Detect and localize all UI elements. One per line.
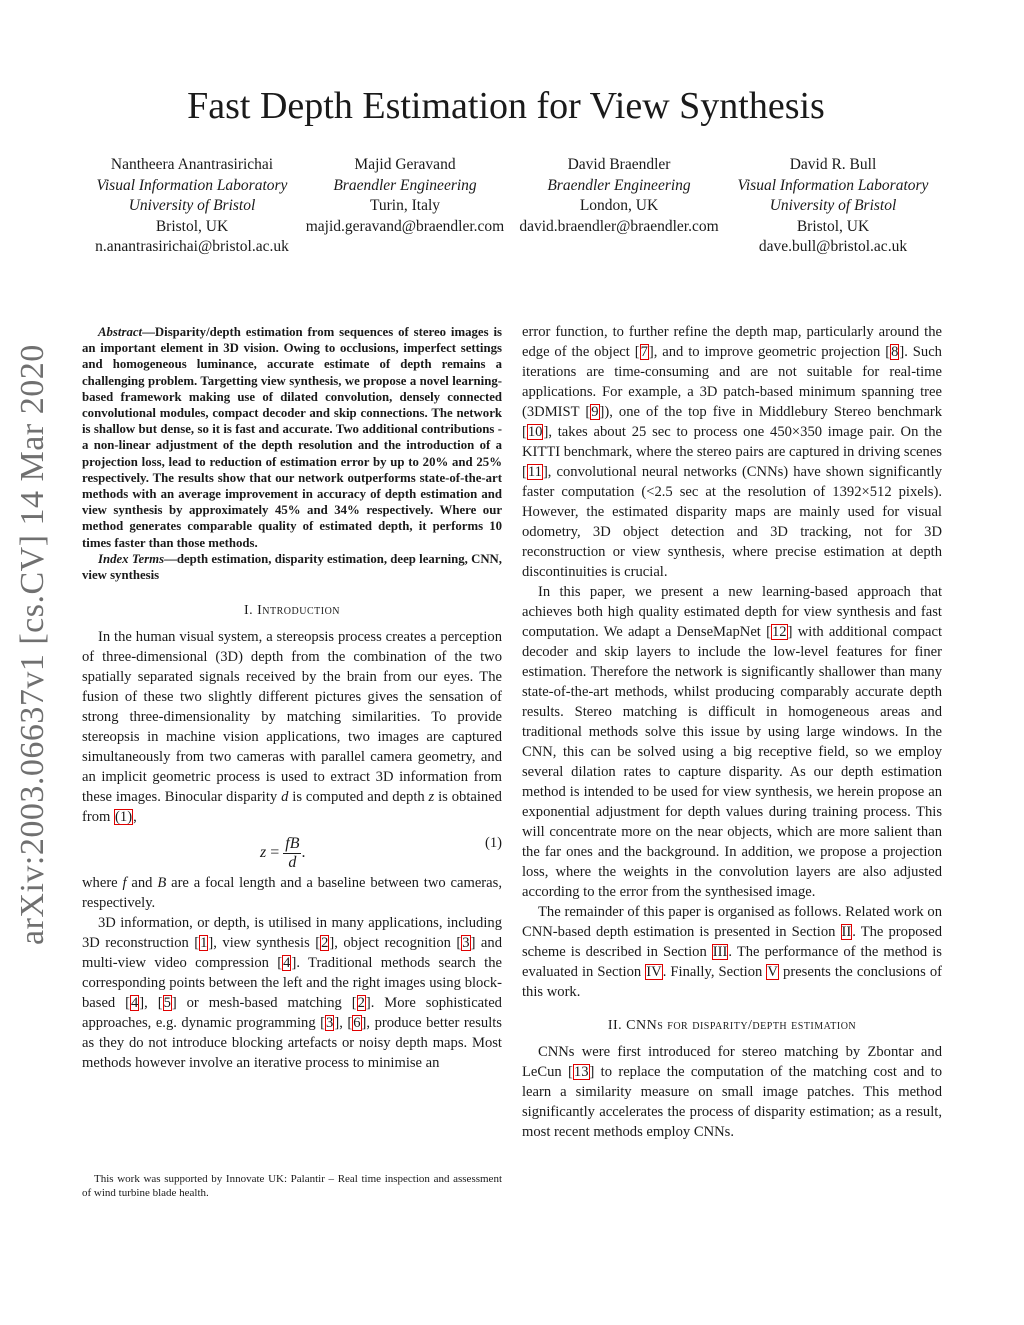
text-run: ], convolutional neural networks (CNNs) have shown significantly faster computation (<2.5 sec at the resolution of 1392×512 pixels). However, the estimated disparity maps are mainly used for visual odometry, 3D object detection and 3D tracking, not for 3D reconstruction or view synthesis, where precise estimation at depth discontinuities is crucial. [522, 464, 942, 580]
right-paragraph-4 [522, 1042, 942, 1142]
equation-body [260, 835, 305, 872]
right-paragraph-3 [522, 902, 942, 1002]
citation-link[interactable]: 2 [357, 995, 365, 1012]
section-link[interactable]: V [767, 964, 778, 980]
author-email: dave.bull@bristol.ac.uk [758, 238, 908, 255]
right-column [522, 322, 942, 1142]
abstract [82, 324, 502, 551]
footnote: This work was supported by Innovate UK: Palantir – Real time inspection and assessment of wind turbine blade health. [82, 1173, 502, 1199]
text-run: ] with additional compact decoder and skip layers to include the low-level features for finer estimation. Therefore the network is significantly shallower than many state-of-the-art methods, whilst producing comparably accurate depth results. Stereo matching is difficult in homogeneous areas and traditional methods solve this issue by using large windows. In the CNN, this can be solved using a big receptive field, so we employ several dilation rates to capture disparity. As our depth estimation method is intended to be used for view synthesis, we herein propose an exponential adjustment for depth values during training process. This will concentrate more on the near objects, which are more salient than the far ones and the background. In addition, we propose a projection loss, where the weights in the convolution layers are also adjusted according to the error from the synthesised image. [522, 624, 942, 900]
text-run: In this paper, we present a new learning-based approach that achieves both high quality estimated depth for view synthesis and fast computation. We adapt a DenseMapNet [ [522, 584, 942, 640]
author-affiliation: Visual Information Laboratory [96, 176, 288, 194]
right-paragraph-1 [522, 322, 942, 582]
citation-link[interactable]: 3 [462, 935, 470, 952]
text-run: ], [ [334, 1015, 353, 1032]
equation-link[interactable]: (1) [115, 809, 133, 826]
author-location: London, UK [579, 197, 659, 214]
text-run: . The performance of the method is evaluated in Section [522, 944, 942, 980]
abstract-label: Abstract [98, 325, 143, 339]
citation-link[interactable]: 12 [772, 624, 787, 640]
text-run: 3D information, or depth, is utilised in many applications, including 3D reconstruction [ [82, 915, 502, 952]
text-run: ], and to improve geometric projection [ [648, 344, 891, 360]
text-run: presents the conclusions of this work. [522, 964, 942, 1000]
author-name: David Braendler [567, 156, 671, 173]
fraction-numerator: fB [285, 835, 300, 853]
citation-link[interactable]: 4 [131, 995, 139, 1012]
math-symbol: d [281, 789, 289, 806]
text-run: ]), one of the top five in Middlebury Stereo benchmark [ [522, 404, 942, 440]
text-run: ] to replace the computation of the matching cost and to learn a similarity measure on small image patches. This method significantly accelerates the process of disparity estimation; as a result, most recent methods employ CNNs. [522, 1064, 942, 1140]
citation-link[interactable]: 6 [353, 1015, 361, 1032]
author-name: Nantheera Anantrasirichai [110, 156, 274, 173]
text-run: ] and multi-view video compression [ [82, 935, 502, 972]
citation-link[interactable]: 3 [326, 1015, 334, 1032]
author-3 [508, 155, 730, 237]
author-affiliation: Braendler Engineering [333, 176, 477, 194]
paper-title: Fast Depth Estimation for View Synthesis [187, 85, 825, 127]
citation-link[interactable]: 1 [200, 935, 208, 952]
section-link[interactable]: II [841, 924, 852, 940]
text-run: ]. More sophisticated approaches, e.g. dynamic programming [ [82, 995, 502, 1032]
citation-link[interactable]: 9 [591, 404, 599, 420]
equation-period: . [301, 844, 306, 862]
author-university: University of Bristol [769, 197, 897, 214]
text-run: ], takes about 25 sec to process one 450×350 image pair. On the KITTI benchmark, where the stereo pairs are captured in driving scenes [ [522, 424, 942, 480]
citation-link[interactable]: 2 [321, 935, 329, 952]
author-name: Majid Geravand [354, 156, 456, 173]
citation-link[interactable]: 4 [283, 955, 291, 972]
text-run: The remainder of this paper is organised as follows. Related work on CNN-based depth estimation is presented in Section [522, 904, 942, 940]
text-run: ]. Such iterations are time-consuming and are not suitable for real-time applications. For example, a 3D patch-based minimum spanning tree (3DMIST [ [522, 344, 942, 420]
author-email: n.anantrasirichai@bristol.ac.uk [95, 238, 289, 255]
text-run: is obtained from [82, 789, 502, 826]
fraction-denominator: d [288, 854, 297, 872]
section-link[interactable]: III [712, 944, 728, 960]
author-4 [708, 155, 958, 258]
text-run: ] or mesh-based matching [ [171, 995, 357, 1012]
equation-lhs: z [260, 844, 267, 862]
equation-number: (1) [484, 835, 502, 852]
section-number: II. [607, 1018, 623, 1033]
author-location: Bristol, UK [155, 217, 229, 235]
text-run: are a focal length and a baseline between two cameras, respectively. [82, 875, 502, 912]
author-location: Turin, Italy [369, 197, 441, 214]
right-paragraph-2 [522, 582, 942, 902]
citation-link[interactable]: 13 [573, 1064, 589, 1080]
citation-link[interactable]: 10 [527, 424, 543, 440]
math-symbol: B [157, 875, 167, 892]
author-affiliation: Braendler Engineering [547, 176, 691, 194]
intro-paragraph-2 [82, 873, 502, 913]
citation-link[interactable]: 8 [891, 344, 899, 360]
author-location: Bristol, UK [796, 217, 870, 235]
text-run: ], [ [139, 995, 163, 1012]
text-run: ]. Traditional methods search the corresponding points between the left and the right images using block-based [ [82, 955, 502, 1012]
text-run: where [82, 875, 123, 892]
math-symbol: z [428, 789, 435, 806]
abstract-text: —Disparity/depth estimation from sequences of stereo images is an important element in 3D vision. Owing to occlusions, imperfect settings and homogeneous luminance, accurate estimate of depth remains a challenging problem. Targetting view synthesis, we propose a novel learning-based framework making use of dilated convolution, densely connected convolutional modules, compact decoder and skip connections. The network is shallow but dense, so it is fast and accurate. Two additional contributions - a non-linear adjustment of the depth resolution and the introduction of a projection loss, lead to reduction of estimation error by up to 20% and 25% respectively. The results show that our network outperforms state-of-the-art methods with an average improvement in accuracy of depth estimation and view synthesis by approximately 45% and 34% respectively. Where our method generates comparable quality of estimated depth, it performs 10 times faster than those methods. [82, 325, 502, 550]
index-terms [82, 551, 502, 583]
citation-link[interactable]: 7 [640, 344, 648, 360]
author-2 [295, 155, 515, 237]
text-run: . The proposed scheme is described in Section [522, 924, 942, 960]
citation-link[interactable]: 5 [163, 995, 171, 1012]
section-title: CNNs for disparity/depth estimation [626, 1018, 857, 1033]
equation-1 [82, 829, 502, 873]
section-title: Introduction [257, 603, 341, 619]
section-heading-introduction [82, 601, 502, 621]
index-terms-text: —depth estimation, disparity estimation, deep learning, CNN, view synthesis [82, 551, 503, 583]
section-link[interactable]: IV [646, 964, 662, 980]
text-run: . Finally, Section [662, 964, 767, 980]
intro-paragraph-1 [82, 627, 502, 827]
text-run: ], view synthesis [ [208, 935, 321, 952]
intro-paragraph-3 [82, 913, 502, 1073]
author-email: david.braendler@braendler.com [519, 217, 719, 235]
text-run: and [126, 875, 158, 892]
text-run: error function, to further refine the depth map, particularly around the edge of the object [ [522, 324, 942, 360]
citation-link[interactable]: 11 [527, 464, 542, 480]
author-affiliation: Visual Information Laboratory [737, 176, 929, 194]
section-number: I. [243, 603, 254, 619]
equals-sign: = [270, 844, 280, 862]
author-1 [62, 155, 322, 258]
text-run: is computed and depth [288, 789, 429, 806]
arxiv-identifier: arXiv:2003.06637v1 [cs.CV] 14 Mar 2020 [14, 344, 51, 945]
author-email: majid.geravand@braendler.com [305, 217, 505, 235]
author-university: University of Bristol [128, 197, 256, 214]
text-run: ], object recognition [ [329, 935, 462, 952]
author-name: David R. Bull [789, 156, 877, 173]
math-symbol: f [122, 875, 127, 892]
text-run: ], produce better results as they do not introduce blocking artefacts or noisy depth maps. Most methods however involve an iterative process to minimise an [82, 1015, 502, 1072]
text-run: CNNs were first introduced for stereo matching by Zbontar and LeCun [ [522, 1044, 942, 1080]
text-run: , [133, 809, 137, 826]
index-terms-label: Index Terms [98, 551, 165, 566]
fraction [283, 835, 301, 872]
left-column [82, 324, 502, 1073]
section-heading-cnns [522, 1016, 942, 1036]
text-run: In the human visual system, a stereopsis process creates a perception of three-dimensional (3D) depth from the combination of the two spatially separated signals received by the brain from our eyes. The fusion of these two slightly different pictures gives the sensation of strong three-dimensionality by matching similarities. To provide stereopsis in machine vision applications, two images are captured simultaneously from two cameras with parallel camera geometry, and an implicit geometric process is used to extract 3D information from these images. Binocular disparity [82, 629, 502, 806]
